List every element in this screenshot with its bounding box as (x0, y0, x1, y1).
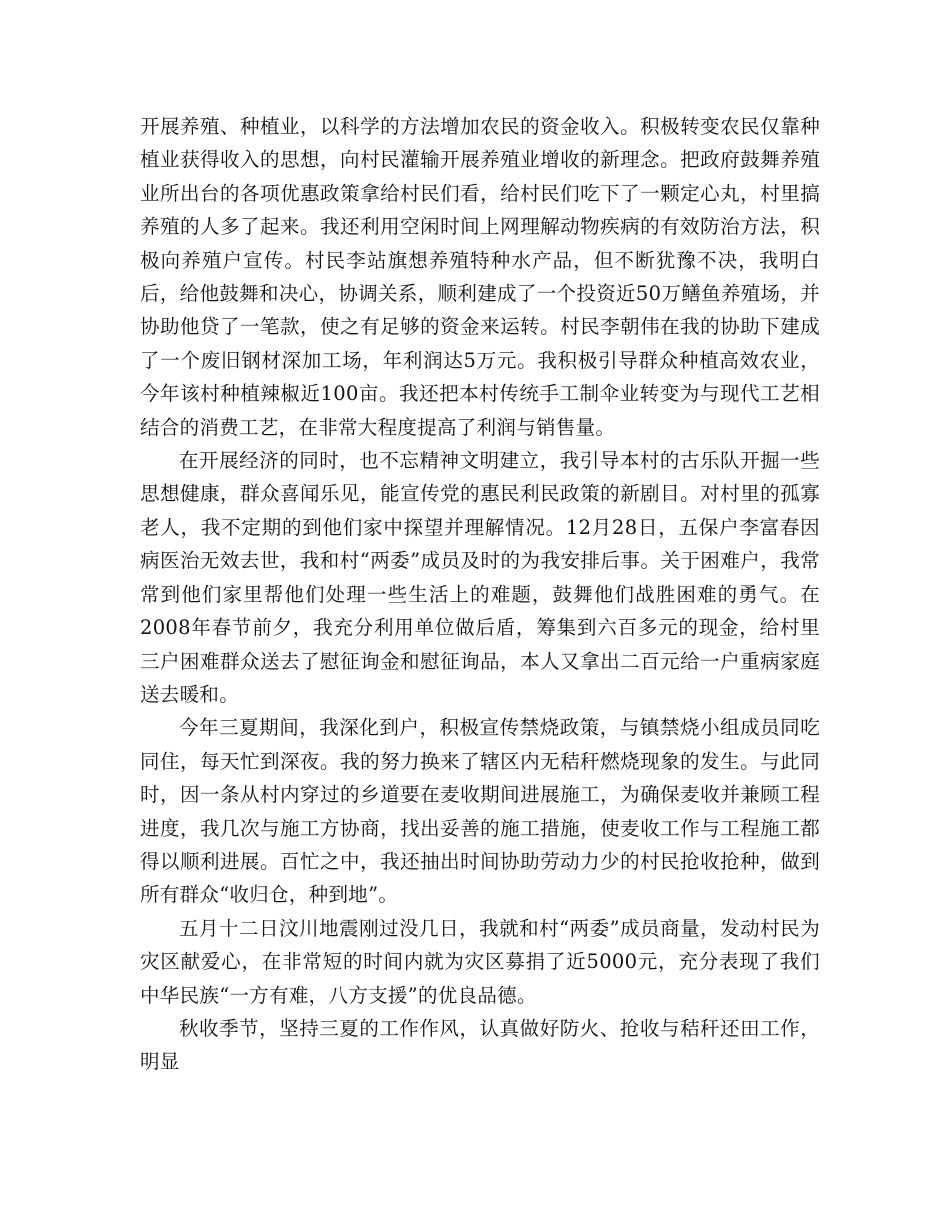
paragraph-3: 今年三夏期间，我深化到户，积极宣传禁烧政策，与镇禁烧小组成员同吃同住，每天忙到深夜。我的努力换来了辖区内无秸秆燃烧现象的发生。与此同时，因一条从村内穿过的乡道要在麦收期间进展施工，为确保麦收并兼顾工程进度，我几次与施工方协商，找出妥善的施工措施，使麦收工作与工程施工都得以顺利进展。百忙之中，我还抽出时间协助劳动力少的村民抢收抢种，做到所有群众“收归仓，种到地”。 (140, 716, 820, 907)
paragraph-5: 秋收季节，坚持三夏的工作作风，认真做好防火、抢收与秸秆还田工作，明显 (140, 1016, 820, 1074)
paragraph-1: 开展养殖、种植业，以科学的方法增加农民的资金收入。积极转变农民仅靠种植业获得收入的思想，向村民灌输开展养殖业增收的新理念。把政府鼓舞养殖业所出台的各项优惠政策拿给村民们看，给村民们吃下了一颗定心丸，村里搞养殖的人多了起来。我还利用空闲时间上网理解动物疾病的有效防治方法，积极向养殖户宣传。村民李站旗想养殖特种水产品，但不断犹豫不决，我明白后，给他鼓舞和决心，协调关系，顺利建成了一个投资近50万鳝鱼养殖场，并协助他贷了一笔款，使之有足够的资金来运转。村民李朝伟在我的协助下建成了一个废旧钢材深加工场，年利润达5万元。我积极引导群众种植高效农业，今年该村种植辣椒近100亩。我还把本村传统手工制伞业转变为与现代工艺相结合的消费工艺，在非常大程度提高了利润与销售量。 (140, 115, 820, 439)
document-body (140, 110, 820, 1079)
paragraph-4: 五月十二日汶川地震刚过没几日，我就和村“两委”成员商量，发动村民为灾区献爱心，在非常短的时间内就为灾区募捐了近5000元，充分表现了我们中华民族“一方有难，八方支援”的优良品德。 (140, 916, 820, 1007)
paragraph-2: 在开展经济的同时，也不忘精神文明建立，我引导本村的古乐队开掘一些思想健康，群众喜闻乐见，能宣传党的惠民利民政策的新剧目。对村里的孤寡老人，我不定期的到他们家中探望并理解情况。12月28日，五保户李富春因病医治无效去世，我和村“两委”成员及时的为我安排后事。关于困难户，我常常到他们家里帮他们处理一些生活上的难题，鼓舞他们战胜困难的勇气。在2008年春节前夕，我充分利用单位做后盾，筹集到六百多元的现金，给村里三户困难群众送去了慰征询金和慰征询品，本人又拿出二百元给一户重病家庭送去暖和。 (140, 449, 820, 706)
